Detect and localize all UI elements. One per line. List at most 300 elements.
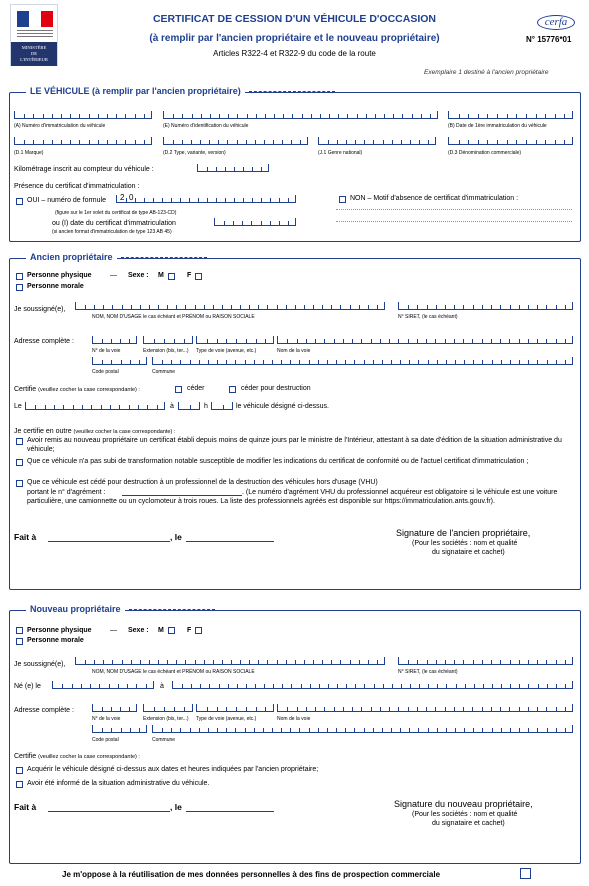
certificate-date-field[interactable]	[214, 218, 296, 226]
nouveau-a-label: à	[160, 683, 164, 690]
cell-divider	[338, 114, 339, 118]
cell-divider	[334, 339, 335, 343]
ancien-personne-morale-checkbox[interactable]	[16, 284, 23, 291]
cell-divider	[408, 305, 409, 309]
cell-divider	[412, 114, 413, 118]
ancien-date-field[interactable]	[186, 541, 274, 542]
cell-divider	[371, 707, 372, 711]
cell-divider	[130, 360, 131, 364]
cell-divider	[375, 114, 376, 118]
cell-divider	[231, 660, 232, 664]
cell-divider	[236, 707, 237, 711]
cell-divider	[110, 405, 111, 409]
ancien-postal-code-field[interactable]	[92, 357, 147, 365]
cell-divider	[119, 405, 120, 409]
cell-divider	[129, 405, 130, 409]
cession-date-field[interactable]	[25, 402, 165, 410]
cell-divider	[207, 167, 208, 171]
cell-divider	[322, 305, 323, 309]
cell-divider	[236, 339, 237, 343]
cell-divider	[79, 140, 80, 144]
nouveau-address-label: Adresse complète :	[14, 707, 74, 714]
cell-divider	[70, 114, 71, 118]
cell-divider	[43, 114, 44, 118]
cell-divider	[382, 728, 383, 732]
cell-divider	[371, 339, 372, 343]
nouveau-street-name-field[interactable]	[277, 704, 573, 712]
cell-divider	[373, 728, 374, 732]
ancien-fait-field[interactable]	[48, 541, 170, 542]
cell-divider	[507, 114, 508, 118]
ancien-fait-label: Fait à	[14, 532, 37, 542]
cession-hour-field[interactable]	[178, 402, 200, 410]
cell-divider	[107, 114, 108, 118]
cell-divider	[91, 405, 92, 409]
mileage-label: Kilométrage inscrit au compteur du véhicule :	[14, 166, 154, 173]
cell-divider	[324, 707, 325, 711]
cell-divider	[299, 728, 300, 732]
cell-divider	[246, 684, 247, 688]
ancien-sexe-m-checkbox[interactable]	[168, 273, 175, 280]
cell-divider	[267, 305, 268, 309]
nouveau-commune-field[interactable]	[152, 725, 573, 733]
certifie-outre-label: Je certifie en outre (veuillez cocher la case correspondante) :	[14, 428, 176, 435]
cell-divider	[267, 660, 268, 664]
cell-divider	[304, 305, 305, 309]
cell-divider	[546, 305, 547, 309]
cell-divider	[437, 684, 438, 688]
cell-divider	[565, 684, 566, 688]
cell-divider	[318, 360, 319, 364]
cell-divider	[497, 140, 498, 144]
genre-field[interactable]	[318, 137, 436, 145]
cell-divider	[204, 305, 205, 309]
addr-nom-note: Nom de la voie	[277, 716, 311, 722]
cell-divider	[255, 684, 256, 688]
cell-divider	[510, 305, 511, 309]
cell-divider	[410, 684, 411, 688]
cell-divider	[173, 114, 174, 118]
nouveau-siret-field[interactable]	[398, 657, 573, 665]
cell-divider	[270, 198, 271, 202]
cell-divider	[352, 339, 353, 343]
cell-divider	[130, 728, 131, 732]
cell-divider	[343, 339, 344, 343]
cell-divider	[70, 140, 71, 144]
cell-divider	[345, 728, 346, 732]
cell-divider	[246, 339, 247, 343]
ancien-sexe-f-checkbox[interactable]	[195, 273, 202, 280]
cell-divider	[500, 707, 501, 711]
cell-divider	[492, 728, 493, 732]
cell-divider	[459, 140, 460, 144]
oui-checkbox[interactable]	[16, 198, 23, 205]
cell-divider	[556, 728, 557, 732]
non-label: NON – Motif d'absence de certificat d'immatriculation :	[350, 195, 519, 202]
cell-divider	[234, 167, 235, 171]
cell-divider	[500, 660, 501, 664]
birth-place-field[interactable]	[172, 681, 573, 689]
cell-divider	[126, 198, 127, 202]
ancien-le-label: Le	[14, 403, 22, 410]
cell-divider	[224, 221, 225, 225]
informe-text: Avoir été informé de la situation administrative du véhicule.	[27, 780, 210, 787]
cell-divider	[491, 707, 492, 711]
ancien-personne-physique-checkbox[interactable]	[16, 273, 23, 280]
cell-divider	[246, 707, 247, 711]
cell-divider	[364, 684, 365, 688]
cell-divider	[218, 140, 219, 144]
cell-divider	[421, 114, 422, 118]
registration-number-field[interactable]	[14, 111, 152, 119]
cell-divider	[195, 660, 196, 664]
cell-divider	[99, 684, 100, 688]
cell-divider	[222, 305, 223, 309]
cell-divider	[318, 728, 319, 732]
nouveau-sexe-m-checkbox[interactable]	[168, 627, 175, 634]
cell-divider	[355, 140, 356, 144]
cell-divider	[209, 684, 210, 688]
cell-divider	[384, 114, 385, 118]
cell-divider	[492, 360, 493, 364]
cell-divider	[309, 728, 310, 732]
nouveau-sign-note2: du signataire et cachet)	[432, 820, 505, 827]
brand-field[interactable]	[14, 137, 152, 145]
ancien-f-label: F	[187, 272, 192, 279]
nouveau-street-number-field[interactable]	[92, 704, 137, 712]
ancien-sexe-label: Sexe :	[128, 272, 149, 279]
cell-divider	[263, 360, 264, 364]
cell-divider	[347, 114, 348, 118]
cell-divider	[464, 360, 465, 364]
exemplaire-note: Exemplaire 1 destiné à l'ancien propriétaire	[424, 69, 549, 76]
nouveau-m-label: M	[158, 627, 164, 634]
non-reason-field[interactable]	[336, 209, 572, 235]
cell-divider	[167, 660, 168, 664]
cell-divider	[398, 339, 399, 343]
cell-divider	[140, 305, 141, 309]
cell-divider	[516, 140, 517, 144]
first-registration-date-field[interactable]	[448, 111, 573, 119]
nouveau-ne-label: Né (e) le	[14, 683, 41, 690]
ceder-destruction-label: céder pour destruction	[241, 385, 311, 392]
nouveau-street-type-field[interactable]	[196, 704, 274, 712]
cell-divider	[391, 728, 392, 732]
cell-divider	[445, 339, 446, 343]
cell-divider	[445, 305, 446, 309]
type-label: (D.2 Type, variante, version)	[163, 150, 226, 156]
commercial-name-field[interactable]	[448, 137, 573, 145]
mileage-field[interactable]	[197, 164, 269, 172]
nouveau-name-field[interactable]	[75, 657, 385, 665]
cell-divider	[483, 684, 484, 688]
cell-divider	[501, 728, 502, 732]
cell-divider	[463, 707, 464, 711]
cell-divider	[456, 684, 457, 688]
cell-divider	[417, 305, 418, 309]
cell-divider	[237, 140, 238, 144]
ancien-name-field[interactable]	[75, 302, 385, 310]
cession-minute-field[interactable]	[211, 402, 233, 410]
cell-divider	[291, 684, 292, 688]
cell-divider	[116, 140, 117, 144]
opt1-checkbox[interactable]	[16, 438, 23, 445]
cell-divider	[340, 660, 341, 664]
cell-divider	[116, 114, 117, 118]
cell-divider	[252, 198, 253, 202]
cell-divider	[547, 728, 548, 732]
nouveau-personne-morale-checkbox[interactable]	[16, 638, 23, 645]
cell-divider	[564, 140, 565, 144]
cell-divider	[231, 305, 232, 309]
cell-divider	[287, 339, 288, 343]
cell-divider	[537, 728, 538, 732]
cell-divider	[392, 684, 393, 688]
informe-checkbox[interactable]	[16, 781, 23, 788]
cell-divider	[383, 684, 384, 688]
cell-divider	[304, 660, 305, 664]
cell-divider	[408, 339, 409, 343]
cell-divider	[516, 114, 517, 118]
cell-divider	[85, 660, 86, 664]
cell-divider	[401, 140, 402, 144]
cell-divider	[428, 140, 429, 144]
cell-divider	[322, 660, 323, 664]
addr-nom-note: Nom de la voie	[277, 348, 311, 354]
oui-note: (figure sur le 1er volet du certificat de type AB-123-CD)	[55, 210, 177, 216]
ancien-street-type-field[interactable]	[196, 336, 274, 344]
cell-divider	[103, 660, 104, 664]
cell-divider	[256, 114, 257, 118]
addr-cp-note: Code postal	[92, 737, 119, 743]
cell-divider	[138, 405, 139, 409]
cell-divider	[213, 305, 214, 309]
cell-divider	[565, 660, 566, 664]
cell-divider	[217, 360, 218, 364]
cell-divider	[153, 198, 154, 202]
cell-divider	[345, 360, 346, 364]
cell-divider	[454, 707, 455, 711]
cell-divider	[158, 660, 159, 664]
cell-divider	[295, 660, 296, 664]
cell-divider	[136, 684, 137, 688]
nouveau-date-field[interactable]	[186, 811, 274, 812]
ancien-siret-note: N° SIRET, (le cas échéant)	[398, 314, 458, 320]
cell-divider	[445, 707, 446, 711]
ancien-street-number-field[interactable]	[92, 336, 137, 344]
type-field[interactable]	[163, 137, 308, 145]
cell-divider	[89, 114, 90, 118]
cell-divider	[346, 140, 347, 144]
cell-divider	[290, 360, 291, 364]
cell-divider	[274, 114, 275, 118]
ancien-soussigne-label: Je soussigné(e),	[14, 306, 66, 313]
cell-divider	[135, 198, 136, 202]
cell-divider	[334, 707, 335, 711]
addr-type-note: Type de voie (avenue, etc.)	[196, 716, 257, 722]
cell-divider	[144, 140, 145, 144]
ancien-personne-morale-label: Personne morale	[27, 283, 84, 290]
cell-divider	[380, 707, 381, 711]
cell-divider	[103, 305, 104, 309]
cell-divider	[556, 339, 557, 343]
opt3-checkbox[interactable]	[16, 480, 23, 487]
cell-divider	[546, 707, 547, 711]
ancien-commune-field[interactable]	[152, 357, 573, 365]
cell-divider	[162, 728, 163, 732]
ancien-address-label: Adresse complète :	[14, 338, 74, 345]
cell-divider	[216, 167, 217, 171]
cell-divider	[140, 660, 141, 664]
ancien-extension-field[interactable]	[143, 336, 193, 344]
cell-divider	[33, 114, 34, 118]
cell-divider	[281, 360, 282, 364]
ancien-siret-field[interactable]	[398, 302, 573, 310]
cell-divider	[427, 305, 428, 309]
cell-divider	[430, 114, 431, 118]
cell-divider	[195, 305, 196, 309]
cell-divider	[519, 728, 520, 732]
ceder-destruction-checkbox[interactable]	[229, 386, 236, 393]
cell-divider	[112, 305, 113, 309]
cell-divider	[377, 305, 378, 309]
cell-divider	[510, 728, 511, 732]
cell-divider	[235, 728, 236, 732]
cell-divider	[337, 684, 338, 688]
nouveau-extension-field[interactable]	[143, 704, 193, 712]
cell-divider	[182, 684, 183, 688]
addr-ext-note: Extension (bis, ter...)	[143, 716, 189, 722]
cell-divider	[329, 114, 330, 118]
cell-divider	[286, 305, 287, 309]
cell-divider	[89, 140, 90, 144]
cell-divider	[455, 728, 456, 732]
opt2-checkbox[interactable]	[16, 459, 23, 466]
cell-divider	[164, 707, 165, 711]
cell-divider	[482, 339, 483, 343]
cell-divider	[454, 339, 455, 343]
cell-divider	[122, 305, 123, 309]
formule-number-field[interactable]	[116, 195, 296, 203]
cell-divider	[436, 660, 437, 664]
cell-divider	[279, 221, 280, 225]
cell-divider	[273, 684, 274, 688]
cell-divider	[63, 405, 64, 409]
cell-divider	[176, 660, 177, 664]
nouveau-fait-field[interactable]	[48, 811, 170, 812]
cell-divider	[94, 305, 95, 309]
cell-divider	[337, 140, 338, 144]
cell-divider	[565, 360, 566, 364]
cell-divider	[185, 660, 186, 664]
ancien-street-name-field[interactable]	[277, 336, 573, 344]
ancien-section-title: Ancien propriétaire	[26, 252, 117, 262]
cell-divider	[446, 684, 447, 688]
vin-field[interactable]	[163, 111, 438, 119]
cell-divider	[320, 114, 321, 118]
nouveau-personne-physique-checkbox[interactable]	[16, 627, 23, 634]
cell-divider	[102, 339, 103, 343]
cell-divider	[131, 305, 132, 309]
cell-divider	[24, 140, 25, 144]
cerfa-number: N° 15776*01	[526, 35, 572, 44]
acquerir-checkbox[interactable]	[16, 767, 23, 774]
cell-divider	[383, 140, 384, 144]
logo-text: MINISTÈRE DE L'INTÉRIEUR	[11, 42, 57, 66]
cell-divider	[336, 360, 337, 364]
cell-divider	[336, 728, 337, 732]
cell-divider	[473, 728, 474, 732]
nouveau-postal-code-field[interactable]	[92, 725, 147, 733]
cell-divider	[501, 360, 502, 364]
cell-divider	[189, 198, 190, 202]
cell-divider	[107, 140, 108, 144]
opt2-text: Que ce véhicule n'a pas subi de transformation notable susceptible de modifier les indications du certificat de conformité ou de l'actuel certificat d'immatriculation ;	[27, 458, 529, 465]
cell-divider	[500, 305, 501, 309]
nouveau-signature-label: Signature du nouveau propriétaire,	[394, 799, 533, 809]
cell-divider	[265, 707, 266, 711]
cell-divider	[526, 114, 527, 118]
cell-divider	[139, 360, 140, 364]
cell-divider	[482, 360, 483, 364]
cell-divider	[417, 660, 418, 664]
cell-divider	[487, 114, 488, 118]
cell-divider	[306, 339, 307, 343]
ancien-certifie-label: Certifie (veuillez cocher la case correspondante) :	[14, 386, 140, 393]
birth-date-field[interactable]	[52, 681, 154, 689]
cell-divider	[538, 684, 539, 688]
vehicle-section-title: LE VÉHICULE (à remplir par l'ancien propriétaire)	[26, 86, 245, 96]
cell-divider	[565, 728, 566, 732]
cell-divider	[373, 360, 374, 364]
cell-divider	[264, 684, 265, 688]
ceder-checkbox[interactable]	[175, 386, 182, 393]
cell-divider	[354, 360, 355, 364]
cell-divider	[52, 114, 53, 118]
cell-divider	[102, 360, 103, 364]
cell-divider	[213, 660, 214, 664]
opposition-checkbox[interactable]	[520, 868, 531, 879]
cell-divider	[102, 707, 103, 711]
cell-divider	[491, 339, 492, 343]
cell-divider	[125, 114, 126, 118]
presence-label: Présence du certificat d'immatriculation :	[14, 183, 140, 190]
cell-divider	[158, 305, 159, 309]
cell-divider	[243, 167, 244, 171]
cell-divider	[184, 339, 185, 343]
cell-divider	[54, 405, 55, 409]
cell-divider	[565, 339, 566, 343]
nouveau-sexe-f-checkbox[interactable]	[195, 627, 202, 634]
cell-divider	[290, 728, 291, 732]
cell-divider	[111, 339, 112, 343]
cell-divider	[45, 405, 46, 409]
cell-divider	[408, 660, 409, 664]
registration-number-label: (A) Numéro d'immatriculation du véhicule	[14, 123, 106, 129]
cell-divider	[217, 339, 218, 343]
cell-divider	[355, 684, 356, 688]
cell-divider	[81, 684, 82, 688]
cell-divider	[417, 339, 418, 343]
cell-divider	[519, 707, 520, 711]
cell-divider	[328, 140, 329, 144]
non-checkbox[interactable]	[339, 196, 346, 203]
cell-divider	[328, 684, 329, 688]
cell-divider	[144, 198, 145, 202]
cell-divider	[556, 684, 557, 688]
form-articles: Articles R322-4 et R322-9 du code de la route	[213, 49, 376, 58]
brand-label: (D.1 Marque)	[14, 150, 44, 156]
